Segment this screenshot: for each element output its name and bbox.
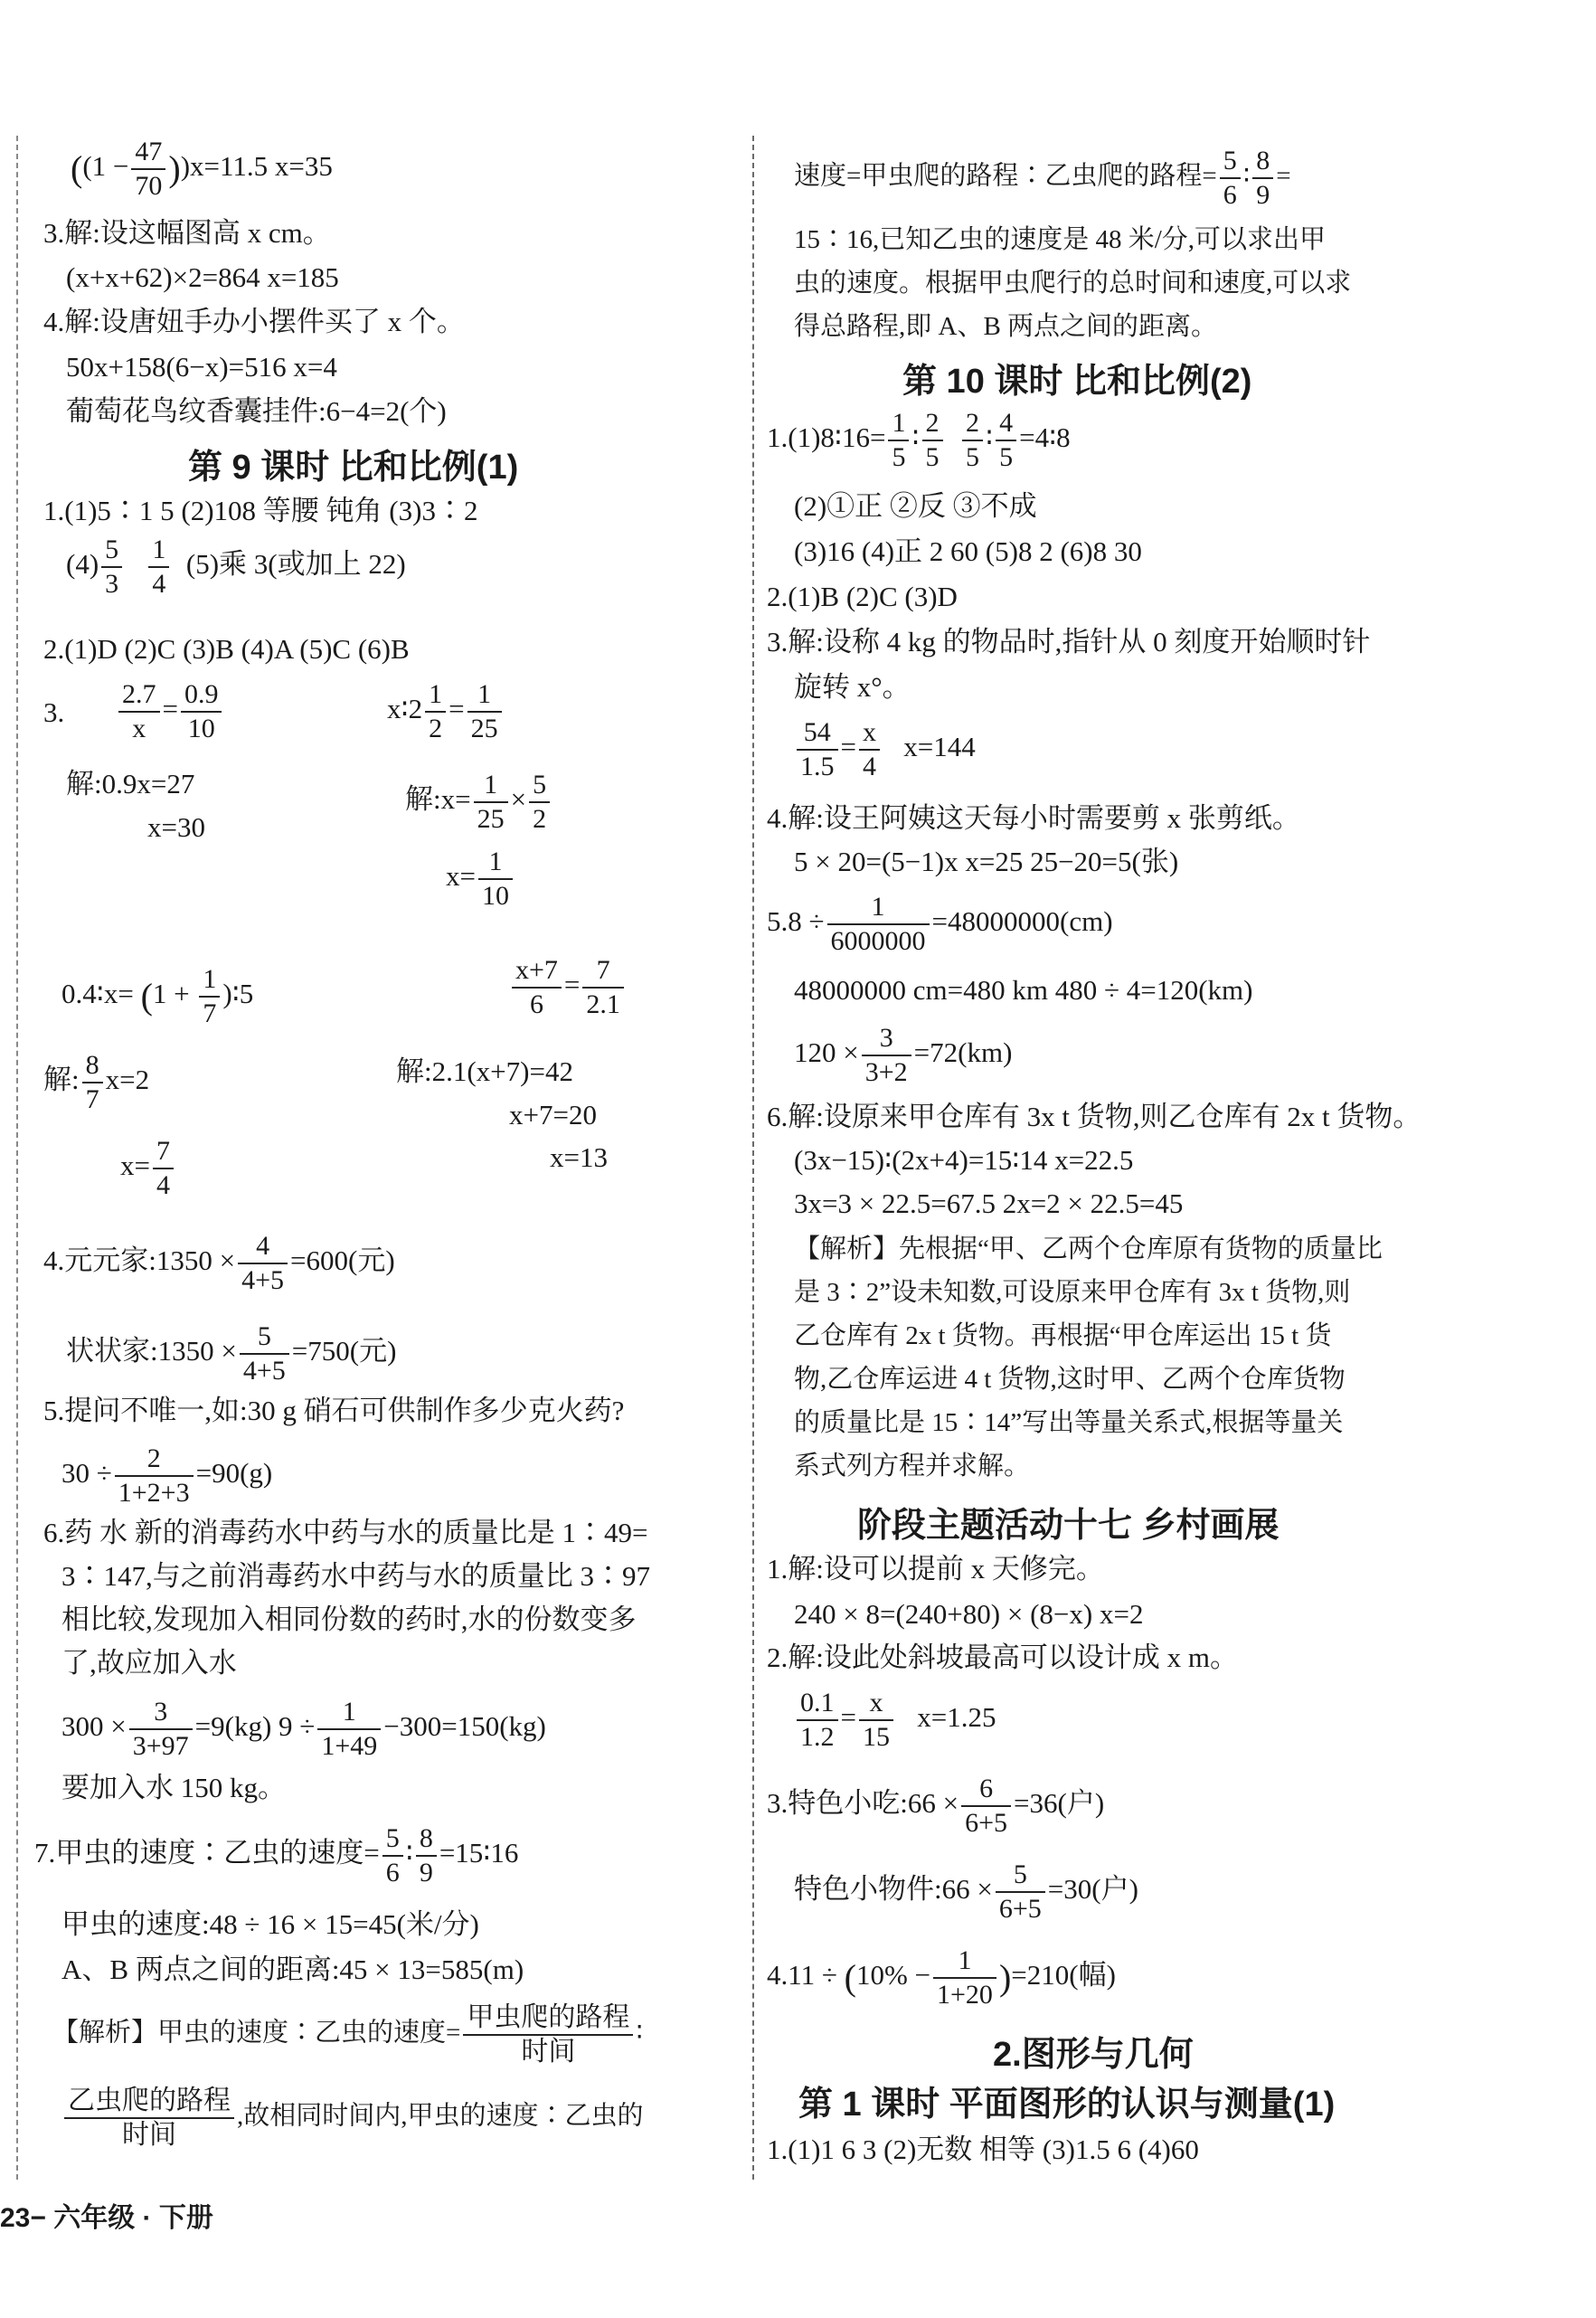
fraction: $\frac{1}{4}$ — [148, 534, 169, 601]
section-heading: 2.图形与几何 — [993, 2036, 1194, 2074]
left-column — [34, 136, 741, 2173]
p7-analysis-2: $\frac{\text{乙虫爬的路程}}{\text{时间}}$ ,故相同时间内,甲虫的速度∶乙虫的 — [61, 2085, 644, 2152]
q3-answer: (x+x+62)×2=864 x=185 — [66, 261, 339, 293]
p6-line: 相比较,发现加入相同份数的药时,水的份数变多 — [61, 1604, 637, 1635]
p5-answer: 30 ÷ $\frac{2}{1+2+3}$ =90(g) — [61, 1443, 273, 1508]
p1-line: 1.(1)5∶1 5 (2)108 等腰 钝角 (3)3∶2 — [43, 495, 478, 526]
activity-heading: 阶段主题活动十七 乡村画展 — [857, 1507, 1280, 1545]
t2-line: 2.解:设此处斜坡最高可以设计成 x m。 — [767, 1642, 1238, 1673]
s6-analysis: 系式列方程并求解。 — [794, 1452, 1031, 1481]
s6-line: 3x=3 × 22.5=67.5 2x=2 × 22.5=45 — [794, 1187, 1184, 1219]
s6-analysis: 是 3∶2”设未知数,可设原来甲仓库有 3x t 货物,则 — [794, 1278, 1351, 1307]
column-divider — [752, 136, 754, 2180]
q4: 4.解:设唐妞手办小摆件买了 x 个。 — [43, 306, 465, 337]
s5-line-3: 120 × $\frac{3}{3+2}$ =72(km) — [794, 1023, 1013, 1087]
p4-line: 4.元元家:1350 × $\frac{4}{4+5}$ =600(元) — [43, 1231, 395, 1295]
s6-analysis: 的质量比是 15∶14”写出等量关系式,根据等量关 — [794, 1408, 1344, 1437]
p7-line: 7.甲虫的速度∶乙虫的速度= $\frac{5}{6}$ ∶ $\frac{8}{9}$ =15∶16 — [34, 1823, 519, 1888]
p3-step-4: x=13 — [550, 1141, 608, 1173]
p3-eq2: x∶2 $\frac{1}{2}$ = $\frac{1}{25}$ — [387, 678, 505, 745]
r-line: 速度=甲虫爬的路程∶乙虫爬的路程= $\frac{5}{6}$ ∶ $\frac{8}{9}$ = — [794, 146, 1291, 210]
p2-line: 2.(1)D (2)C (3)B (4)A (5)C (6)B — [43, 633, 410, 665]
fraction: $\frac{5}{3}$ — [101, 534, 122, 601]
left-margin-line — [16, 136, 18, 2180]
s2-line: 2.(1)B (2)C (3)D — [767, 581, 958, 612]
r-line: 15∶16,已知乙虫的速度是 48 米/分,可以求出甲 — [794, 225, 1327, 254]
lesson-heading: 第 9 课时 比和比例(1) — [188, 449, 519, 487]
lesson-heading: 第 1 课时 平面图形的认识与测量(1) — [798, 2086, 1336, 2124]
s1-line-3: (3)16 (4)正 2 60 (5)8 2 (6)8 30 — [794, 535, 1142, 567]
p3-step: 解:0.9x=27 — [66, 768, 195, 799]
t1-line: 240 × 8=(240+80) × (8−x) x=2 — [794, 1598, 1144, 1630]
fraction: $\frac{47}{70}$ — [131, 136, 165, 203]
s4-line: 4.解:设王阿姨这天每小时需要剪 x 张剪纸。 — [767, 802, 1300, 834]
q4-result: 葡萄花鸟纹香囊挂件:6−4=2(个) — [66, 395, 447, 427]
p6-calc: 300 × $\frac{3}{3+97}$ =9(kg) 9 ÷ $\frac{1}{1+49}$ −300=150(kg) — [61, 1697, 546, 1761]
q4-answer: 50x+158(6−x)=516 x=4 — [66, 351, 337, 383]
p4-line-2: 状状家:1350 × $\frac{5}{4+5}$ =750(元) — [66, 1321, 397, 1386]
u1-line: 1.(1)1 6 3 (2)无数 相等 (3)1.5 6 (4)60 — [767, 2134, 1199, 2165]
p5-line: 5.提问不唯一,如:30 g 硝石可供制作多少克火药? — [43, 1395, 625, 1426]
page-footer: 23− 六年级 · 下册 — [0, 2203, 213, 2233]
s6-line: 6.解:设原来甲仓库有 3x t 货物,则乙仓库有 2x t 货物。 — [767, 1101, 1421, 1132]
eq-line: ((1 − $\frac{47}{70}$ ))x=11.5 x=35 — [71, 137, 333, 201]
r-line: 虫的速度。根据甲虫爬行的总时间和速度,可以求 — [794, 269, 1352, 298]
p3-step-4: 解:2.1(x+7)=42 — [396, 1055, 573, 1087]
s5-line: 48000000 cm=480 km 480 ÷ 4=120(km) — [794, 974, 1253, 1006]
t3-line-2: 特色小物件:66 × $\frac{5}{6+5}$ =30(户) — [794, 1859, 1138, 1924]
r-line: 得总路程,即 A、B 两点之间的距离。 — [794, 312, 1218, 341]
t2-eq: $\frac{0.1}{1.2}$ = $\frac{x}{15}$ x=1.25 — [794, 1687, 996, 1754]
p7-analysis: 【解析】甲虫的速度∶乙虫的速度= $\frac{\text{甲虫爬的路程}}{\text{时间}}$ ∶ — [52, 2002, 643, 2067]
text: )x=11.5 x=35 — [180, 150, 333, 183]
p3-label: 3. — [43, 696, 65, 728]
p3-step-3: 解: $\frac{8}{7}$ x=2 — [43, 1050, 150, 1114]
p3-eq1: $\frac{2.7}{x}$ = $\frac{0.9}{10}$ — [116, 678, 224, 745]
s6-analysis: 【解析】先根据“甲、乙两个仓库原有货物的质量比 — [794, 1235, 1383, 1263]
p3-step-r: 解:x= $\frac{1}{25}$ × $\frac{5}{2}$ — [405, 769, 552, 836]
p6-line: 3∶147,与之前消毒药水中药与水的质量比 3∶97 — [61, 1560, 650, 1592]
lesson-heading: 第 10 课时 比和比例(2) — [902, 363, 1252, 401]
s6-line: (3x−15)∶(2x+4)=15∶14 x=22.5 — [794, 1144, 1134, 1176]
p3-eq3: 0.4∶x= (1 + $\frac{1}{7}$ )∶5 — [61, 964, 254, 1028]
t3-line: 3.特色小吃:66 × $\frac{6}{6+5}$ =36(户) — [767, 1774, 1105, 1838]
s3-line: 旋转 x°。 — [794, 671, 911, 703]
p6-result: 要加入水 150 kg。 — [61, 1772, 286, 1803]
s3-eq: $\frac{54}{1.5}$ = $\frac{x}{4}$ x=144 — [794, 716, 976, 783]
text: (1 − — [82, 150, 129, 183]
p6-line: 6.药 水 新的消毒药水中药与水的质量比是 1∶49= — [43, 1517, 648, 1548]
p3-step-3b: x= $\frac{7}{4}$ — [120, 1135, 176, 1202]
s4-line: 5 × 20=(5−1)x x=25 25−20=5(张) — [794, 846, 1179, 877]
s3-line: 3.解:设称 4 kg 的物品时,指针从 0 刻度开始顺时针 — [767, 626, 1371, 658]
s6-analysis: 物,乙仓库运进 4 t 货物,这时甲、乙两个仓库货物 — [794, 1365, 1346, 1394]
right-column — [767, 136, 1474, 2173]
p3-step-4: x+7=20 — [509, 1099, 597, 1131]
p1-line-2: (4) $\frac{5}{3}$ $\frac{1}{4}$ (5)乘 3(或加上 22) — [66, 535, 406, 599]
s6-analysis: 乙仓库有 2x t 货物。再根据“甲仓库运出 15 t 货 — [794, 1321, 1332, 1350]
t4-line: 4.11 ÷ (10% − $\frac{1}{1+20}$ )=210(幅) — [767, 1945, 1116, 2010]
p3-eq4: $\frac{x+7}{6}$ = $\frac{7}{2.1}$ — [509, 954, 627, 1021]
q3: 3.解:设这幅图高 x cm。 — [43, 217, 331, 249]
p6-line: 了,故应加入水 — [61, 1647, 237, 1679]
p7-line: 甲虫的速度:48 ÷ 16 × 15=45(米/分) — [61, 1908, 479, 1940]
p3-step: x=30 — [147, 811, 205, 843]
s1-line: 1.(1)8∶16= $\frac{1}{5}$ ∶ $\frac{2}{5}$ $\frac{2}{5}$ ∶ $\frac{4}{5}$ =4∶8 — [767, 408, 1071, 472]
p3-step-r2: x= $\frac{1}{10}$ — [446, 846, 515, 913]
t1-line: 1.解:设可以提前 x 天修完。 — [767, 1553, 1104, 1585]
s5-line: 5.8 ÷ $\frac{1}{6000000}$ =48000000(cm) — [767, 892, 1113, 956]
p7-line: A、B 两点之间的距离:45 × 13=585(m) — [61, 1954, 524, 1985]
s1-line-2: (2)①正 ②反 ③不成 — [794, 490, 1037, 522]
